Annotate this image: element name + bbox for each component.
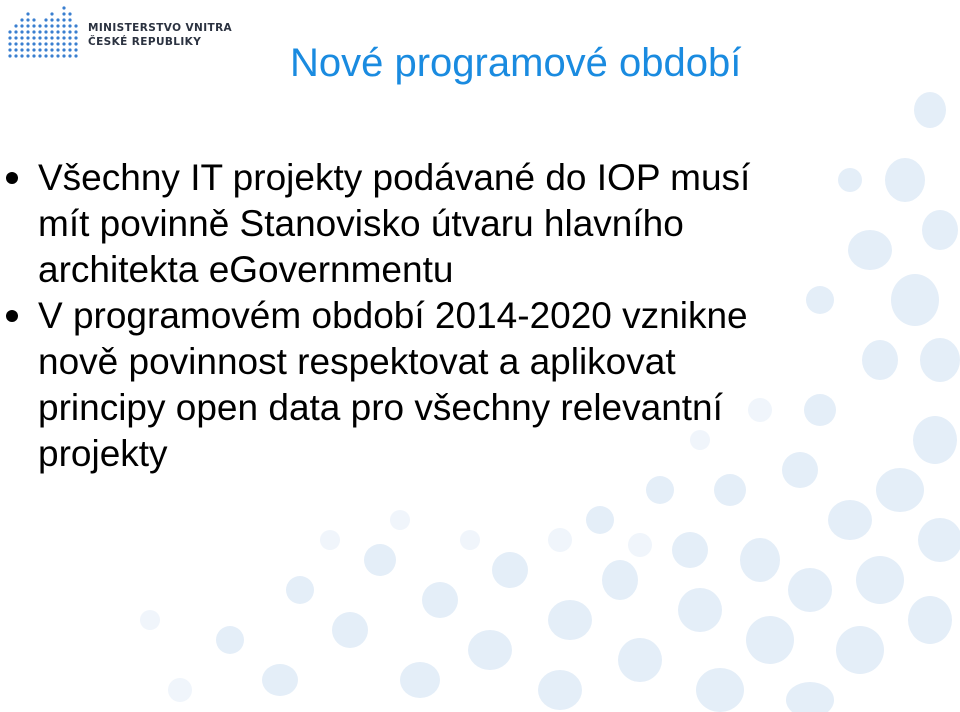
bullet-item (0, 293, 960, 477)
bullet-list (0, 155, 960, 477)
bullet-text-line: nově povinnost respektovat a aplikovat (38, 341, 676, 382)
ministry-logo-icon (6, 6, 80, 62)
bullet-item (0, 155, 960, 293)
bullet-text-line: projekty (38, 433, 168, 474)
bullet-text-line: principy open data pro všechny relevantní (38, 387, 723, 428)
ministry-logo-text (88, 21, 232, 49)
bullet-dot-icon (6, 310, 18, 322)
ministry-logo (6, 6, 236, 64)
logo-line-1: MINISTERSTVO VNITRA (88, 22, 233, 34)
logo-line-2: ČESKÉ REPUBLIKY (88, 36, 202, 48)
bullet-dot-icon (6, 172, 18, 184)
slide-title: Nové programové období (290, 41, 742, 85)
bullet-text-line: Všechny IT projekty podávané do IOP musí (38, 157, 751, 198)
bullet-text-line: V programovém období 2014-2020 vznikne (38, 295, 748, 336)
bullet-text-line: mít povinně Stanovisko útvaru hlavního (38, 203, 684, 244)
bullet-text-line: architekta eGovernmentu (38, 249, 454, 290)
